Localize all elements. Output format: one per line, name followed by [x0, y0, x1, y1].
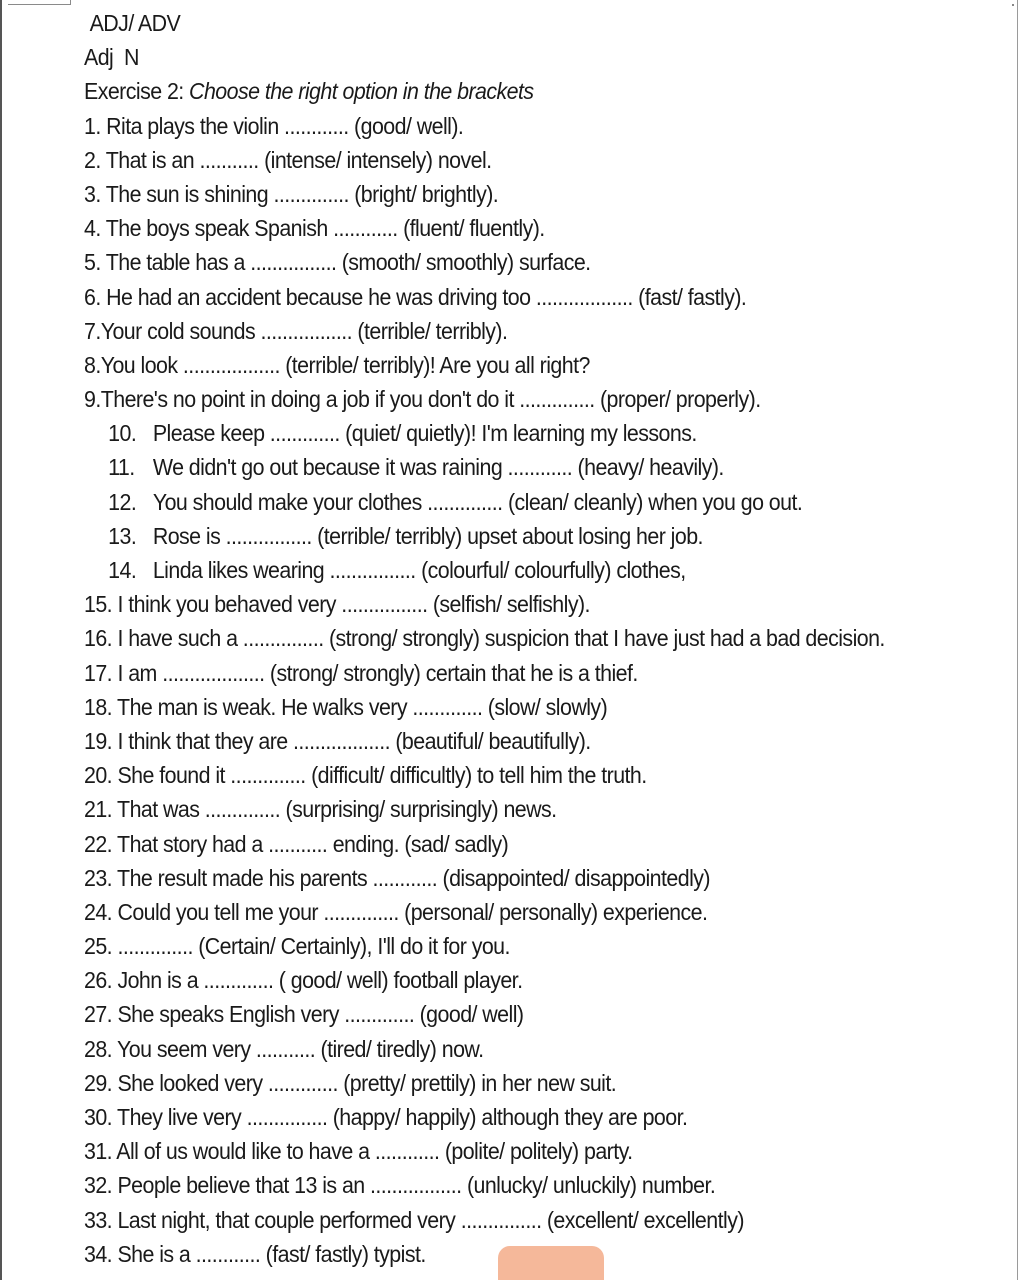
question-number: 10.: [108, 420, 137, 447]
worksheet-subtitle: Adj N: [84, 44, 139, 71]
question-item: 34. She is a ............ (fast/ fastly) typist.: [84, 1240, 426, 1267]
exercise-heading: [84, 74, 940, 108]
worksheet: [84, 6, 1004, 1271]
page-edge-left: [0, 0, 2, 1280]
page-corner-dot: [1012, 4, 1014, 6]
question-item: 29. She looked very ............. (pretty/ prettily) in her new suit.: [84, 1069, 617, 1096]
question-item: 9.There's no point in doing a job if you don't do it .............. (proper/ properly).: [84, 386, 761, 413]
question-item: 26. John is a ............. ( good/ well) football player.: [84, 967, 523, 994]
question-text: Please keep ............. (quiet/ quietly)! I'm learning my lessons.: [152, 420, 697, 447]
question-item: 1. Rita plays the violin ............ (good/ well).: [84, 112, 464, 139]
question-list-c: [84, 587, 1004, 1271]
question-item: 27. She speaks English very ............. (good/ well): [84, 1001, 524, 1028]
question-item: [84, 553, 940, 587]
question-item: 4. The boys speak Spanish ............ (fluent/ fluently).: [84, 215, 545, 242]
question-item: 32. People believe that 13 is an ................. (unlucky/ unluckily) number.: [84, 1172, 716, 1199]
question-item: 28. You seem very ........... (tired/ tiredly) now.: [84, 1035, 484, 1062]
question-text: You should make your clothes .............. (clean/ cleanly) when you go out.: [152, 488, 803, 515]
question-item: 8.You look .................. (terrible/ terribly)! Are you all right?: [84, 351, 590, 378]
question-item: 6. He had an accident because he was driving too .................. (fast/ fastly).: [84, 283, 747, 310]
question-item: [84, 485, 940, 519]
worksheet-title: ADJ/ ADV: [89, 10, 181, 36]
question-item: [84, 450, 940, 484]
question-text: Linda likes wearing ................ (colourful/ colourfully) clothes,: [152, 557, 686, 583]
page-indicator-badge[interactable]: [498, 1246, 604, 1280]
question-item: 31. All of us would like to have a ............ (polite/ politely) party.: [84, 1138, 633, 1165]
question-item: 22. That story had a ........... ending. (sad/ sadly): [84, 830, 509, 857]
question-item: 18. The man is weak. He walks very ............. (slow/ slowly): [84, 693, 608, 720]
question-item: 17. I am ................... (strong/ strongly) certain that he is a thief.: [84, 659, 638, 686]
question-text: Rose is ................ (terrible/ terribly) upset about losing her job.: [152, 522, 703, 549]
question-item: 25. .............. (Certain/ Certainly), I'll do it for you.: [84, 933, 510, 960]
question-item: 33. Last night, that couple performed very ............... (excellent/ excellently): [84, 1206, 744, 1233]
question-item: 24. Could you tell me your .............. (personal/ personally) experience.: [84, 898, 708, 925]
question-number: 12.: [108, 488, 137, 515]
question-number: 11.: [108, 454, 135, 481]
question-item: 15. I think you behaved very ................ (selfish/ selfishly).: [84, 591, 590, 618]
exercise-label: Exercise 2:: [84, 78, 190, 105]
question-item: 19. I think that they are .................. (beautiful/ beautifully).: [84, 727, 591, 754]
page-edge-right: [1017, 0, 1018, 1280]
question-item: [84, 416, 940, 450]
question-item: [84, 519, 940, 553]
question-text: We didn't go out because it was raining ............ (heavy/ heavily).: [152, 454, 724, 481]
question-item: 3. The sun is shining .............. (bright/ brightly).: [84, 180, 499, 207]
question-item: 7.Your cold sounds ................. (terrible/ terribly).: [84, 317, 508, 344]
question-number: 13.: [108, 522, 137, 549]
exercise-instruction: Choose the right option in the brackets: [189, 78, 534, 105]
question-list-a: [84, 109, 1004, 417]
question-item: 21. That was .............. (surprising/ surprisingly) news.: [84, 796, 557, 823]
question-list-b: [84, 416, 1004, 587]
question-item: 23. The result made his parents ............ (disappointed/ disappointedly): [84, 864, 710, 891]
question-item: 20. She found it .............. (difficult/ difficultly) to tell him the truth.: [84, 762, 647, 789]
page-corner-mark: [8, 0, 71, 5]
question-item: 5. The table has a ................ (smooth/ smoothly) surface.: [84, 249, 591, 276]
question-item: 2. That is an ........... (intense/ intensely) novel.: [84, 146, 492, 173]
question-item: 30. They live very ............... (happy/ happily) although they are poor.: [84, 1104, 688, 1130]
question-item: 16. I have such a ............... (strong/ strongly) suspicion that I have just had a bad decision.: [84, 625, 885, 652]
question-number: 14.: [108, 557, 137, 583]
